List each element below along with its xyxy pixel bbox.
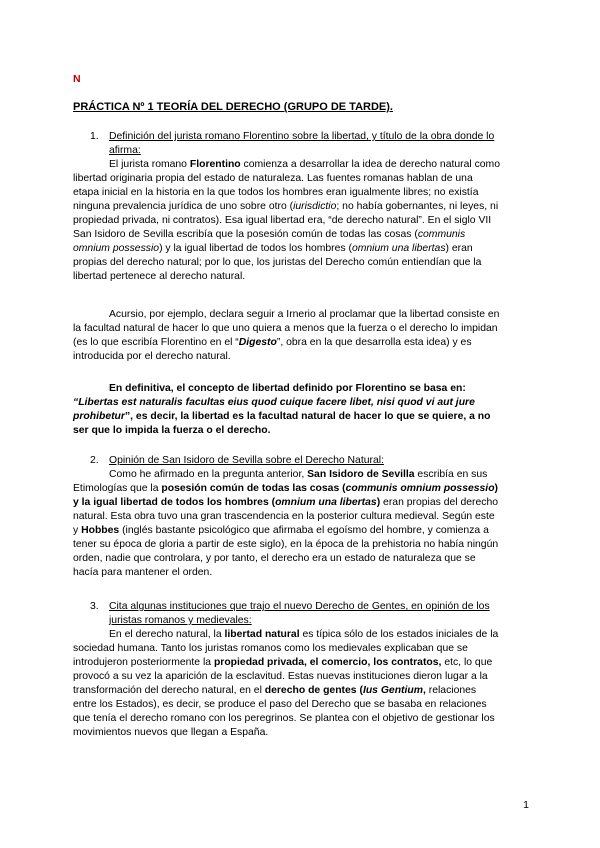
question-2-heading: Opinión de San Isidoro de Sevilla sobre el Derecho Natural: bbox=[109, 455, 384, 466]
s3-line: movimientos nuevos que llegan a España. bbox=[73, 727, 269, 738]
s1-conclusion: ser que lo impida la fuerza o el derecho. bbox=[73, 425, 271, 436]
s1-paragraph-2: introducida por el derecho natural. bbox=[73, 351, 231, 362]
s3-line: que tenía el derecho romano con los peregrinos. Se plantea con el objetivo de gestionar los bbox=[73, 713, 495, 724]
question-1-heading: Definición del jurista romano Florentino sobre la libertad, y título de la obra donde lo bbox=[109, 131, 495, 142]
s3-line: transformación del derecho natural, en el derecho de gentes (Ius Gentium, relaciones bbox=[73, 685, 477, 696]
s2-line: hacía para mantener el orden. bbox=[73, 567, 213, 578]
s2-line: y la igual libertad de todos los hombres (omnium una libertas) eran propias del derecho bbox=[73, 497, 499, 508]
s3-line: sociedad humana. Tanto los juristas romanos como los medievales explicaban que se bbox=[73, 643, 468, 654]
s1-paragraph-2: (es lo que escribía Florentino en el “Digesto”, obra en la que desarrolla esta idea) y es bbox=[73, 337, 472, 348]
s1-line: etapa inicial en la historia en la que todos los hombres eran igualmente libres; no existía bbox=[73, 187, 479, 198]
s2-line: orden, nadie que controlara, y por tanto, el derecho era un estado de naturaleza que se bbox=[73, 553, 476, 564]
question-3-number: 3. bbox=[90, 601, 99, 612]
red-marker: N bbox=[73, 73, 81, 85]
question-3-heading: Cita algunas instituciones que trajo el nuevo Derecho de Gentes, en opinión de los bbox=[109, 601, 490, 612]
s1-paragraph-2: la facultad natural de hacer lo que uno quiera a menos que la fuerza o el derecho lo impidan bbox=[73, 323, 498, 334]
s1-paragraph-2: Acursio, por ejemplo, declara seguir a Irnerio al proclamar que la libertad consiste en bbox=[109, 309, 500, 320]
s1-conclusion: prohibetur”, es decir, la libertad es la facultad natural de hacer lo que se quiere, a no bbox=[73, 411, 491, 422]
s2-line: tener su época de gloria a partir de este siglo), en la época de la prehistoria no había ningún bbox=[73, 539, 499, 550]
s1-line: libertad pertenece al derecho natural. bbox=[73, 271, 246, 282]
s1-line: propiedad privada, ni contratos). Esa igual libertad era, “de derecho natural”. En el siglo VII bbox=[73, 215, 492, 226]
question-2-number: 2. bbox=[90, 455, 99, 466]
s2-line: natural. Esta obra tuvo una gran trascendencia en la posterior cultura medieval. Según este bbox=[73, 511, 495, 522]
s2-line: y Hobbes (inglés bastante psicológico que afirmaba el egoísmo del hombre, y comienza a bbox=[73, 525, 489, 536]
s3-line: entre los Estados), es decir, se produce el paso del Derecho que se basaba en relaciones bbox=[73, 699, 487, 710]
page-number: 1 bbox=[523, 799, 529, 811]
s1-conclusion: En definitiva, el concepto de libertad definido por Florentino se basa en: bbox=[109, 383, 466, 394]
question-1-number: 1. bbox=[90, 131, 99, 142]
s1-conclusion: “Libertas est naturalis facultas eius quod cuique facere libet, nisi quod vi aut jure bbox=[73, 397, 475, 408]
s2-line: Como he afirmado en la pregunta anterior, San Isidoro de Sevilla escribía en sus bbox=[109, 469, 488, 480]
s3-line: provocó a su vez la aparición de la esclavitud. Estas nuevas instituciones dieron lugar a la bbox=[73, 671, 488, 682]
s3-line: introdujeron posteriormente la propiedad privada, el comercio, los contratos, etc, lo que bbox=[73, 657, 493, 668]
s2-line: Etimologías que la posesión común de todas las cosas (communis omnium possessio) bbox=[73, 483, 499, 494]
s3-line: En el derecho natural, la libertad natural es típica sólo de los estados iniciales de la bbox=[109, 629, 499, 640]
s1-line: ninguna prevalencia jurídica de uno sobre otro (iurisdictio; no había gobernantes, ni leyes, ni bbox=[73, 201, 499, 212]
question-1-heading-cont: afirma: bbox=[109, 145, 141, 156]
s1-line: omnium possessio) y la igual libertad de todos los hombres (omnium una libertas) eran bbox=[73, 243, 473, 254]
s1-line: San Isidoro de Sevilla escribía que la posesión común de todas las cosas (communis bbox=[73, 229, 466, 240]
question-3-heading-cont: juristas romanos y medievales: bbox=[109, 615, 252, 626]
s1-line: libertad originaria propia del estado de naturaleza. Las fuentes romanas hablan de una bbox=[73, 173, 473, 184]
s1-line: El jurista romano Florentino comienza a desarrollar la idea de derecho natural como bbox=[109, 159, 500, 170]
s1-line: propias del derecho natural; por lo que, los juristas del Derecho común entiendían que la bbox=[73, 257, 482, 268]
page-title: PRÁCTICA Nº 1 TEORÍA DEL DERECHO (GRUPO DE TARDE). bbox=[73, 101, 393, 113]
